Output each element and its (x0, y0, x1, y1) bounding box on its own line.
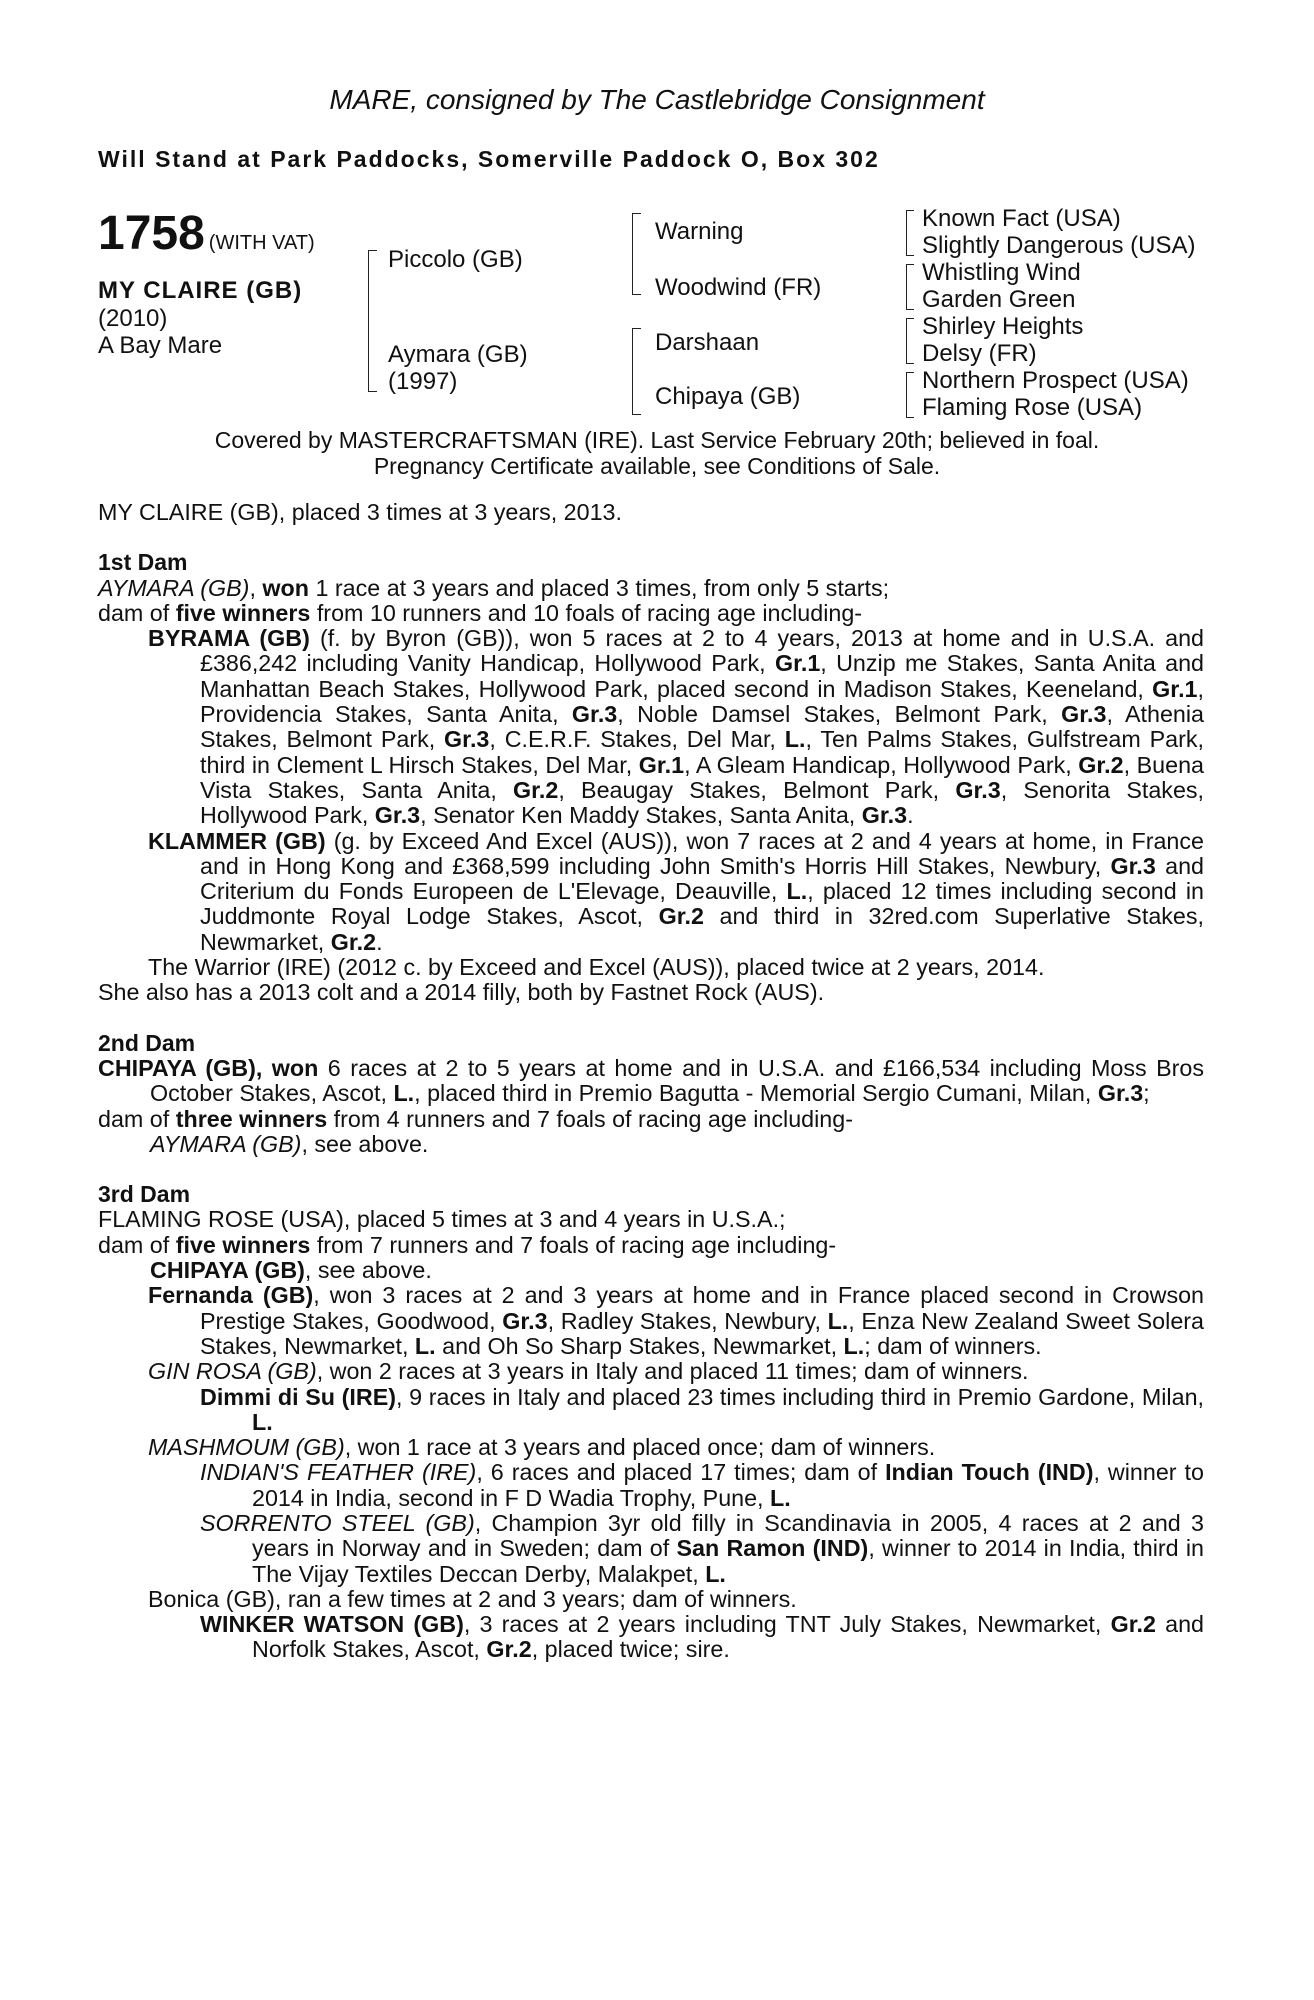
mashmoum-entry: MASHMOUM (GB), won 1 race at 3 years and placed once; dam of winners. (148, 1434, 936, 1461)
pedigree-brace (632, 328, 641, 415)
dimmi-di-su-entry: Dimmi di Su (IRE), 9 races in Italy and placed 23 times including third in Premio Gardone, Milan, L. (200, 1383, 1204, 1435)
pedigree-brace (368, 250, 377, 392)
covered-line: Covered by MASTERCRAFTSMAN (IRE). Last Service February 20th; believed in foal. (214, 427, 1100, 453)
also-has-line: She also has a 2013 colt and a 2014 filly, both by Fastnet Rock (AUS). (98, 979, 825, 1006)
pedigree-ggp: Shirley Heights (922, 313, 1084, 340)
aymara-entry: AYMARA (GB), see above. (150, 1130, 429, 1157)
third-dam-line: FLAMING ROSE (USA), placed 5 times at 3 and 4 years in U.S.A.; (98, 1206, 786, 1233)
pedigree-ggp: Flaming Rose (USA) (922, 394, 1143, 421)
pedigree-dam: Aymara (GB) (388, 341, 528, 368)
vat-note: (WITH VAT) (208, 232, 315, 254)
pedigree-sire-sire: Warning (655, 218, 744, 245)
indians-feather-entry: INDIAN'S FEATHER (IRE), 6 races and placed 17 times; dam of Indian Touch (IND), winner to 2014 in India, second in F D Wadia Trophy, Pune, L. (200, 1459, 1204, 1511)
lot-number-block (98, 206, 315, 261)
sorrento-steel-entry: SORRENTO STEEL (GB), Champion 3yr old filly in Scandinavia in 2005, 4 races at 2 and 3 years in Norway and in Sweden; dam of San Ramon (IND), winner to 2014 in India, third in The Vijay Textiles Deccan Derby, Malakpet, L. (200, 1509, 1204, 1587)
pedigree-brace (906, 264, 914, 310)
second-dam-produce: dam of three winners from 4 runners and 7 foals of racing age including- (98, 1105, 853, 1132)
pedigree-ggp: Whistling Wind (922, 259, 1081, 286)
race-record: MY CLAIRE (GB), placed 3 times at 3 years, 2013. (98, 499, 622, 525)
first-dam-produce: dam of five winners from 10 runners and 10 foals of racing age including- (98, 599, 863, 626)
pedigree-brace (906, 210, 914, 256)
second-dam-line: CHIPAYA (GB), won 6 races at 2 to 5 years at home and in U.S.A. and £166,534 including Moss Bros October Stakes, Ascot, L., placed third in Premio Bagutta - Memorial Sergio Cumani, Milan, Gr.3; (98, 1054, 1204, 1107)
catalogue-body (98, 500, 1204, 1663)
pedigree-dam-sire: Darshaan (655, 329, 760, 356)
pregnancy-line: Pregnancy Certificate available, see Conditions of Sale. (373, 453, 941, 479)
pedigree-dam-dam: Chipaya (GB) (655, 383, 801, 410)
catalogue-heading: MARE, consigned by The Castlebridge Consignment (329, 84, 985, 115)
pedigree-brace (906, 318, 914, 364)
pedigree-brace (906, 372, 914, 418)
gin-rosa-entry: GIN ROSA (GB), won 2 races at 3 years in Italy and placed 11 times; dam of winners. (148, 1358, 1029, 1385)
first-dam-line: AYMARA (GB), won 1 race at 3 years and placed 3 times, from only 5 starts; (98, 574, 890, 601)
pedigree-ggp: Slightly Dangerous (USA) (922, 232, 1196, 259)
warrior-entry: The Warrior (IRE) (2012 c. by Exceed and Excel (AUS)), placed twice at 2 years, 2014. (148, 954, 1045, 981)
fernanda-entry: Fernanda (GB), won 3 races at 2 and 3 years at home and in France placed second in Crowson Prestige Stakes, Goodwood, Gr.3, Radley Stakes, Newbury, L., Enza New Zealand Sweet Solera Stakes, Newmarket, L. and Oh So Sharp Stakes, Newmarket, L.; dam of winners. (148, 1282, 1205, 1359)
chipaya-entry: CHIPAYA (GB), see above. (150, 1257, 432, 1284)
byrama-entry: BYRAMA (GB) (f. by Byron (GB)), won 5 races at 2 to 4 years, 2013 at home and in U.S.A. and £386,242 including Vanity Handicap, Hollywood Park, Gr.1, Unzip me Stakes, Santa Anita and Manhattan Beach Stakes, Hollywood Park, placed second in Madison Stakes, Keeneland, Gr.1, Providencia Stakes, Santa Anita, Gr.3, Noble Damsel Stakes, Belmont Park, Gr.3, Athenia Stakes, Belmont Park, Gr.3, C.E.R.F. Stakes, Del Mar, L., Ten Palms Stakes, Gulfstream Park, third in Clement L Hirsch Stakes, Del Mar, Gr.1, A Gleam Handicap, Hollywood Park, Gr.2, Buena Vista Stakes, Santa Anita, Gr.2, Beaugay Stakes, Belmont Park, Gr.3, Senorita Stakes, Hollywood Park, Gr.3, Senator Ken Maddy Stakes, Santa Anita, Gr.3. (148, 625, 1205, 829)
third-dam-heading: 3rd Dam (98, 1181, 191, 1208)
pedigree-ggp: Garden Green (922, 286, 1076, 313)
first-dam-heading: 1st Dam (98, 549, 188, 576)
covered-note (0, 427, 1314, 479)
pedigree-sire-dam: Woodwind (FR) (655, 274, 822, 301)
stand-location: Will Stand at Park Paddocks, Somerville Paddock O, Box 302 (98, 146, 880, 172)
horse-year: (2010) (98, 305, 168, 332)
horse-description: A Bay Mare (98, 332, 223, 359)
third-dam-produce: dam of five winners from 7 runners and 7 foals of racing age including- (98, 1231, 837, 1258)
horse-name: MY CLAIRE (GB) (98, 277, 303, 304)
winker-watson-entry: WINKER WATSON (GB), 3 races at 2 years including TNT July Stakes, Newmarket, Gr.2 and Norfolk Stakes, Ascot, Gr.2, placed twice; sire. (200, 1611, 1204, 1663)
bonica-entry: Bonica (GB), ran a few times at 2 and 3 years; dam of winners. (148, 1585, 797, 1612)
pedigree-ggp: Northern Prospect (USA) (922, 367, 1189, 394)
pedigree-brace (632, 213, 641, 295)
klammer-entry: KLAMMER (GB) (g. by Exceed And Excel (AUS)), won 7 races at 2 and 4 years at home, in France and in Hong Kong and £368,599 including John Smith's Horris Hill Stakes, Newbury, Gr.3 and Criterium du Fonds Europeen de L'Elevage, Deauville, L., placed 12 times including second in Juddmonte Royal Lodge Stakes, Ascot, Gr.2 and third in 32red.com Superlative Stakes, Newmarket, Gr.2. (148, 827, 1205, 955)
pedigree-sire: Piccolo (GB) (388, 246, 523, 273)
second-dam-heading: 2nd Dam (98, 1029, 196, 1056)
pedigree-dam-year: (1997) (388, 368, 458, 395)
lot-number: 1758 (98, 207, 205, 260)
pedigree-ggp: Known Fact (USA) (922, 205, 1121, 232)
pedigree-ggp: Delsy (FR) (922, 340, 1037, 367)
